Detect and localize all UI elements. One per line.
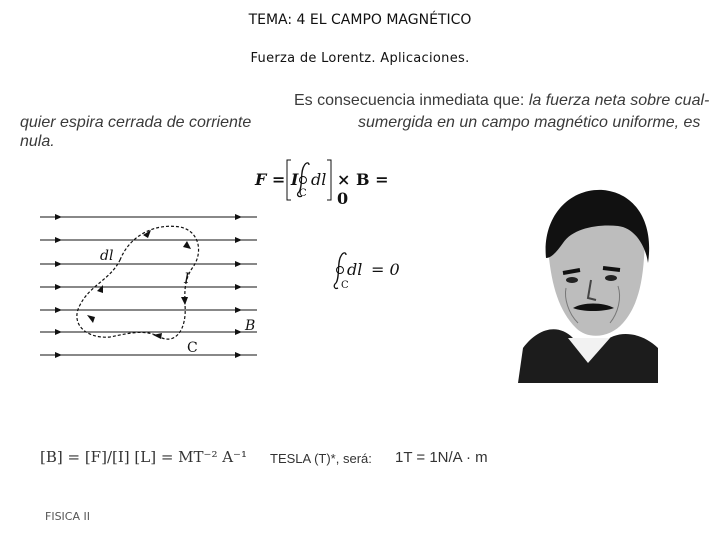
integral-formula-subscript: C bbox=[341, 280, 349, 291]
force-formula-integrand: dl bbox=[311, 170, 327, 189]
force-formula-rhs: × B = 0 bbox=[337, 170, 389, 208]
integral-formula-integrand: dl bbox=[347, 260, 363, 279]
force-formula-subscript: C bbox=[299, 188, 307, 199]
page-subtitle: Fuerza de Lorentz. Aplicaciones. bbox=[250, 51, 470, 66]
tesla-value: 1T = 1N/A · m bbox=[395, 449, 488, 466]
force-formula bbox=[255, 158, 405, 208]
integral-formula bbox=[333, 248, 403, 294]
page-title: TEMA: 4 EL CAMPO MAGNÉTICO bbox=[248, 12, 472, 28]
label-field: B bbox=[245, 318, 256, 334]
label-curve: C bbox=[187, 340, 198, 356]
text-line-2-left: quier espira cerrada de corriente bbox=[20, 114, 252, 131]
loop-direction-arrows bbox=[87, 230, 191, 339]
footer-label: FISICA II bbox=[45, 510, 90, 523]
label-current: I bbox=[184, 271, 190, 287]
label-dl: dl bbox=[100, 248, 114, 264]
text-line-3: nula. bbox=[20, 133, 55, 150]
current-loop bbox=[77, 226, 199, 339]
force-formula-lhs: F = I bbox=[255, 170, 299, 189]
text-line-1 bbox=[294, 92, 709, 110]
text-line-2-right: sumergida en un campo magnético uniforme, es bbox=[358, 114, 701, 131]
text-line-1-normal: Es consecuencia inmediata que: bbox=[294, 92, 529, 109]
portrait-engraving bbox=[518, 188, 658, 383]
text-line-1-italic: la fuerza neta sobre cual- bbox=[528, 92, 710, 109]
integral-formula-rhs: = 0 bbox=[371, 260, 400, 279]
dimension-equation: [B] = [F]/[I] [L] = MT⁻² A⁻¹ bbox=[40, 448, 247, 466]
tesla-label: TESLA (T)*, será: bbox=[270, 451, 372, 466]
current-loop-diagram bbox=[35, 205, 265, 365]
closed-integral-box bbox=[285, 158, 335, 204]
